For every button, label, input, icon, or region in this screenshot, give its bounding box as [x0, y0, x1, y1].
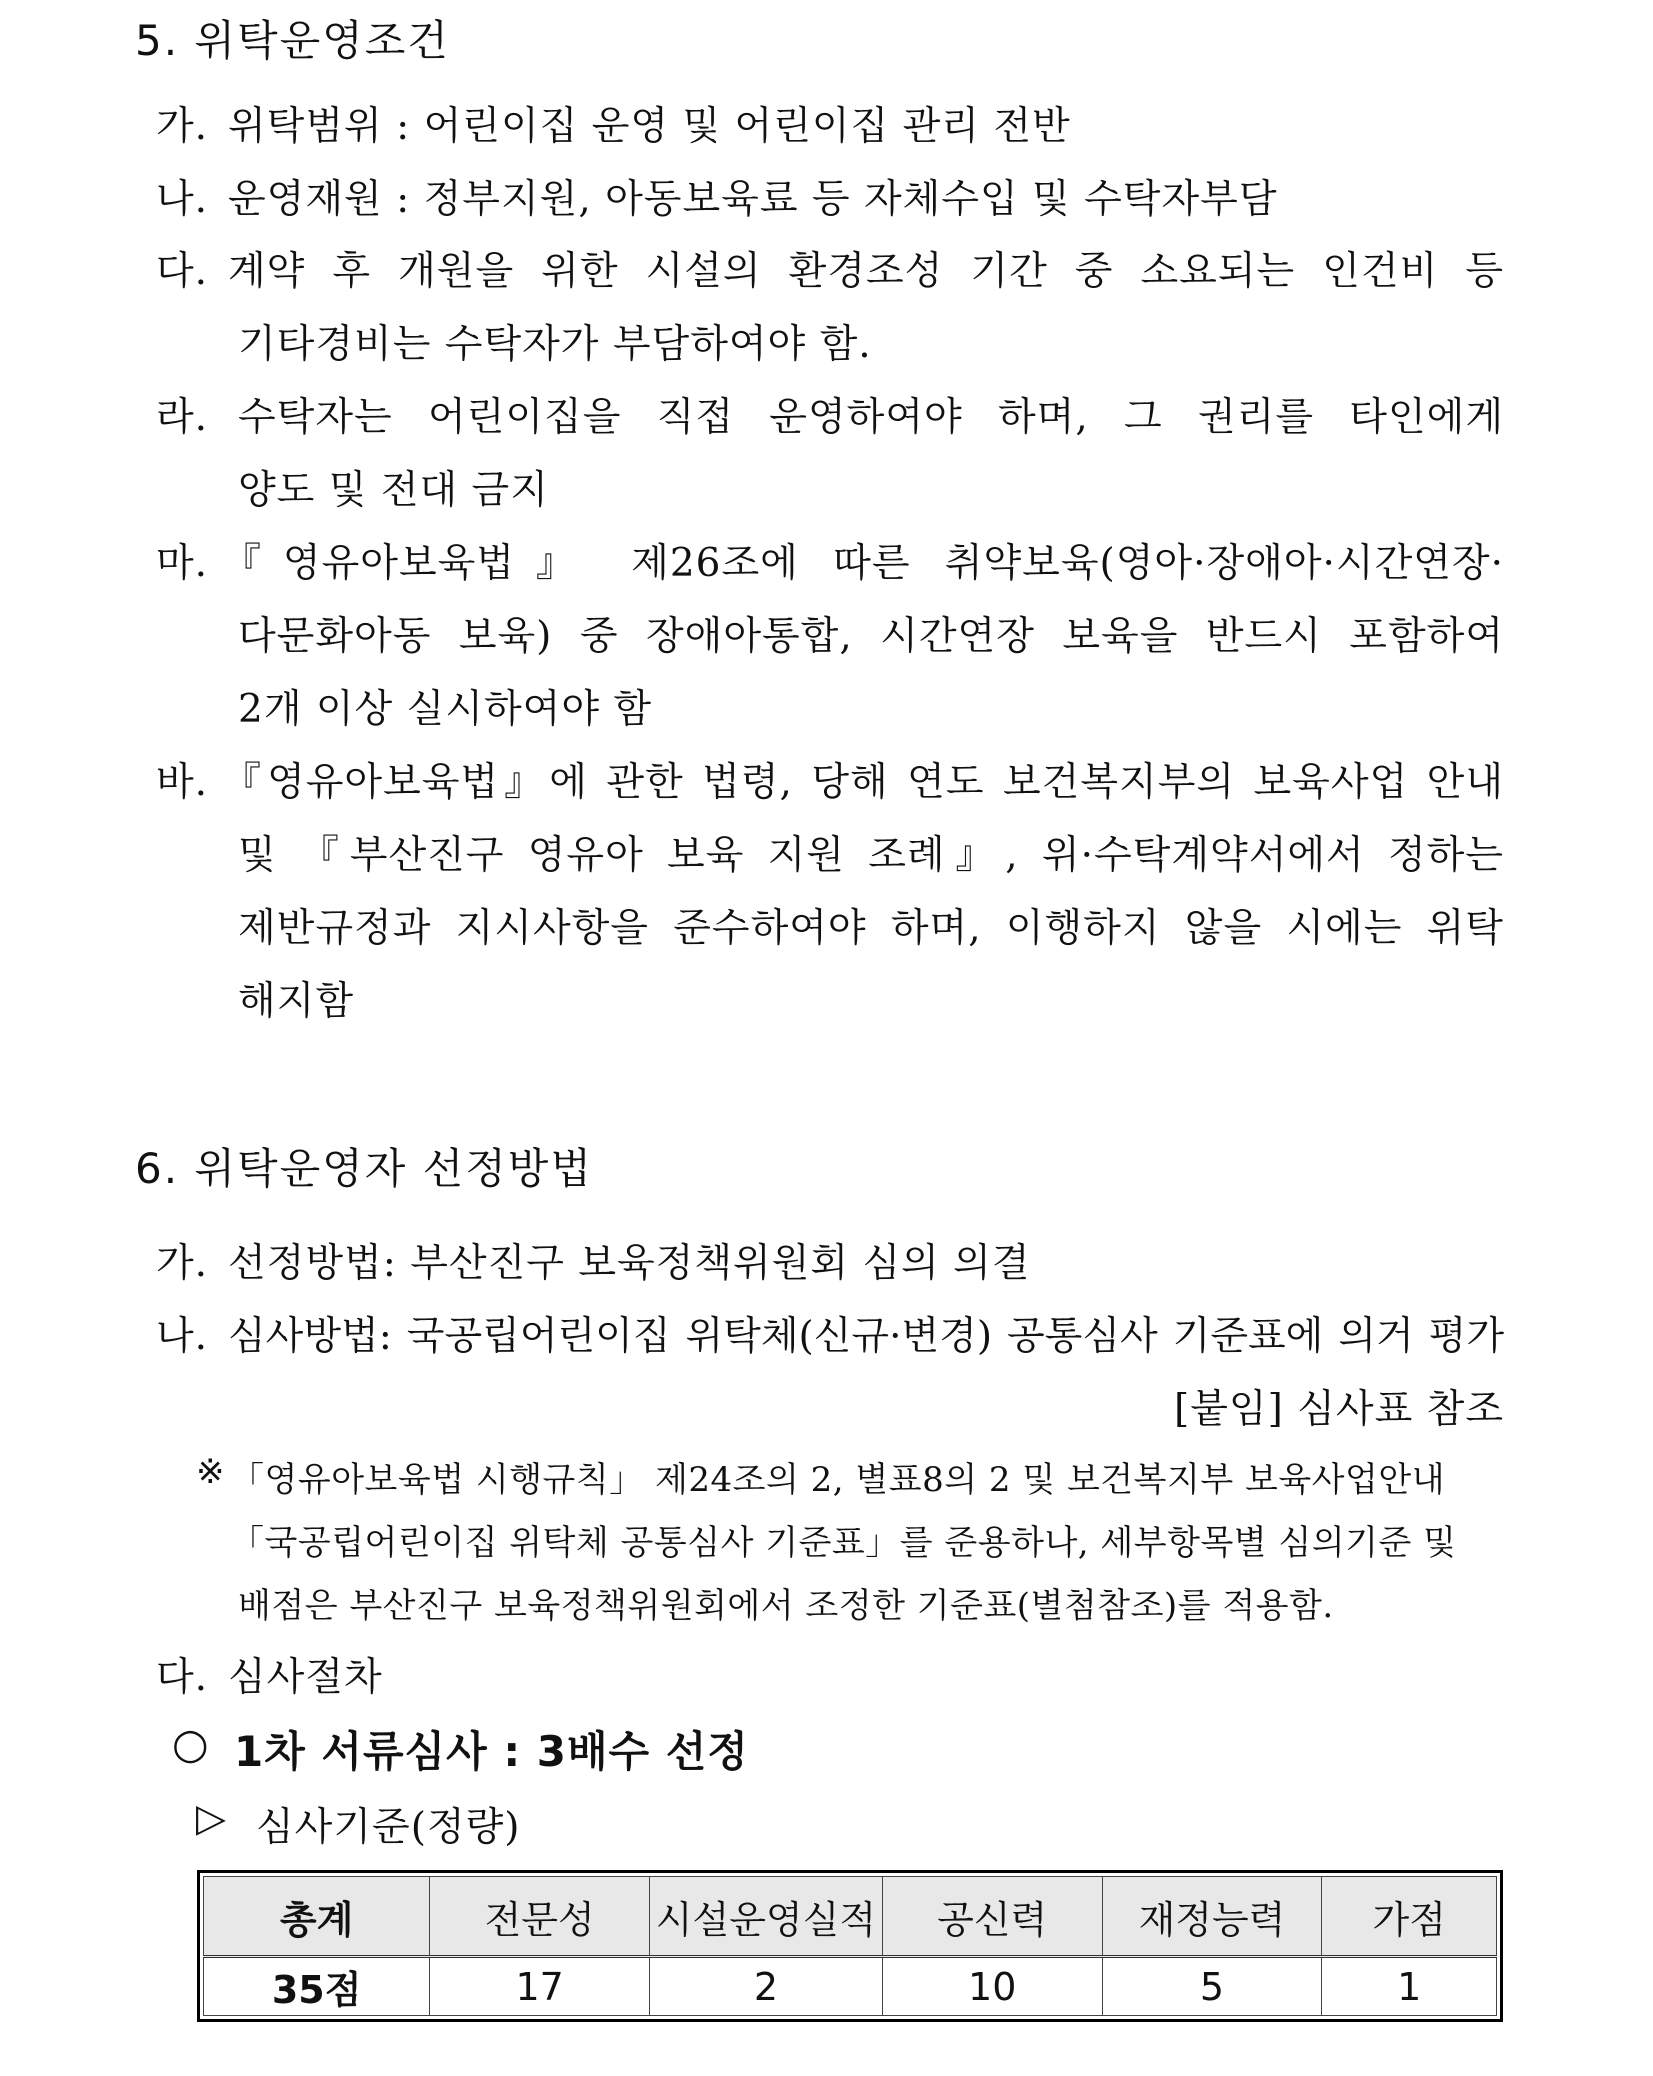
s5-item-da-marker: 다.	[156, 249, 209, 294]
triangle-bullet-icon: ▷	[196, 1796, 227, 1841]
s5-item-ma-line1: 『영유아보육법』 제26조에 따른 취약보육(영아·장애아·시간연장·	[222, 541, 1504, 586]
s6-item-na-marker: 나.	[156, 1314, 209, 1359]
header-credibility: 공신력	[882, 1877, 1102, 1957]
s6-item-da-marker: 다.	[156, 1655, 209, 1700]
s6-item-ga-marker: 가.	[156, 1241, 209, 1286]
s5-item-ra-marker: 라.	[156, 395, 209, 440]
header-expertise: 전문성	[430, 1877, 650, 1957]
s5-item-da-line1: 계약 후 개원을 위한 시설의 환경조성 기간 중 소요되는 인건비 등	[228, 249, 1504, 294]
score-table-header-row	[204, 1877, 1497, 1957]
score-table	[197, 1870, 1503, 2022]
s5-item-ga-text: 위탁범위 : 어린이집 운영 및 어린이집 관리 전반	[228, 104, 1071, 149]
s5-item-ba-line3: 제반규정과 지시사항을 준수하여야 하며, 이행하지 않을 시에는 위탁	[238, 906, 1504, 951]
stage1-title: 1차 서류심사 : 3배수 선정	[234, 1727, 749, 1776]
s5-item-na-marker: 나.	[156, 177, 209, 222]
section5-title: 5. 위탁운영조건	[135, 16, 450, 65]
score-table-value-row	[204, 1957, 1497, 2016]
value-bonus: 1	[1322, 1957, 1497, 2016]
s6-item-da-text: 심사절차	[228, 1655, 383, 1700]
s5-item-ga-marker: 가.	[156, 104, 209, 149]
section6-title: 6. 위탁운영자 선정방법	[135, 1144, 593, 1193]
s5-item-ma-line3: 2개 이상 실시하여야 함	[238, 687, 653, 732]
s6-note-marker: ※	[196, 1452, 225, 1492]
s6-note-line2: 「국공립어린이집 위탁체 공통심사 기준표」를 준용하나, 세부항목별 심의기준 및	[230, 1523, 1457, 1563]
header-bonus: 가점	[1322, 1877, 1497, 1957]
s5-item-ma-line2: 다문화아동 보육) 중 장애아통합, 시간연장 보육을 반드시 포함하여	[238, 614, 1504, 659]
s5-item-ba-line4: 해지함	[238, 979, 355, 1024]
value-total: 35점	[204, 1957, 430, 2016]
value-facility-record: 2	[650, 1957, 883, 2016]
s5-item-ma-marker: 마.	[156, 541, 209, 586]
s6-note-line3: 배점은 부산진구 보육정책위원회에서 조정한 기준표(별첨참조)를 적용함.	[238, 1586, 1334, 1626]
header-total: 총계	[204, 1877, 430, 1957]
s5-item-da-line2: 기타경비는 수탁자가 부담하여야 함.	[238, 322, 872, 367]
s6-item-ga-text: 선정방법: 부산진구 보육정책위원회 심의 의결	[228, 1241, 1031, 1286]
s5-item-na-text: 운영재원 : 정부지원, 아동보육료 등 자체수입 및 수탁자부담	[228, 177, 1278, 222]
header-financial: 재정능력	[1102, 1877, 1322, 1957]
s6-item-na-reference: [붙임] 심사표 참조	[1174, 1387, 1504, 1432]
s6-item-na-text: 심사방법: 국공립어린이집 위탁체(신규·변경) 공통심사 기준표에 의거 평가	[228, 1314, 1504, 1359]
value-credibility: 10	[882, 1957, 1102, 2016]
s5-item-ba-line1: 『영유아보육법』에 관한 법령, 당해 연도 보건복지부의 보육사업 안내	[222, 760, 1504, 805]
s6-note-line1: 「영유아보육법 시행규칙」 제24조의 2, 별표8의 2 및 보건복지부 보육사업안내	[230, 1460, 1446, 1500]
header-facility-record: 시설운영실적	[650, 1877, 883, 1957]
s5-item-ba-line2: 및 『부산진구 영유아 보육 지원 조례』, 위·수탁계약서에서 정하는	[238, 833, 1504, 878]
criteria-label: 심사기준(정량)	[256, 1805, 521, 1850]
value-financial: 5	[1102, 1957, 1322, 2016]
s5-item-ra-line2: 양도 및 전대 금지	[238, 468, 549, 513]
circle-bullet-icon: ○	[172, 1719, 210, 1768]
s5-item-ba-marker: 바.	[156, 760, 209, 805]
value-expertise: 17	[430, 1957, 650, 2016]
s5-item-ra-line1: 수탁자는 어린이집을 직접 운영하여야 하며, 그 권리를 타인에게	[238, 395, 1504, 440]
